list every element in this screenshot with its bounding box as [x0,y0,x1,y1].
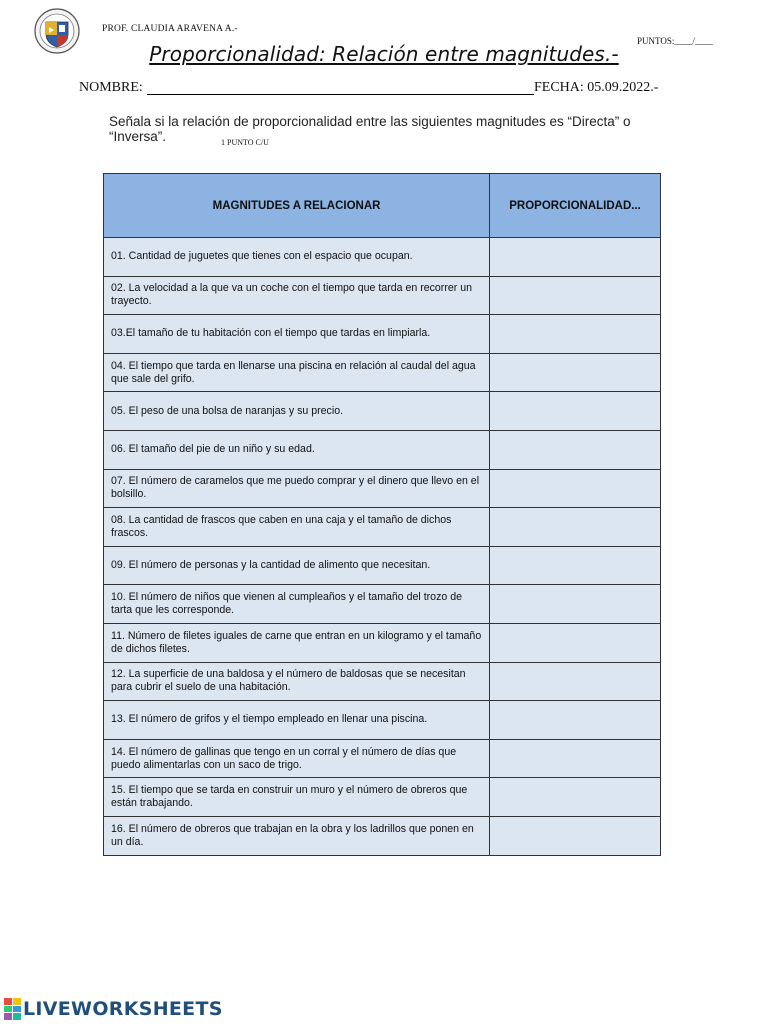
table-row [104,585,661,624]
liveworksheets-logo-icon [4,998,21,1020]
answer-cell[interactable] [490,623,661,662]
question-cell: 10. El número de niños que vienen al cumpleaños y el tamaño del trozo de tarta que les corresponde. [104,585,490,624]
table-row [104,315,661,354]
page-title-text: Proporcionalidad: Relación entre magnitudes.- [149,42,619,66]
column-header-proportionality: PROPORCIONALIDAD... [490,174,661,238]
table-row [104,662,661,701]
question-cell: 01. Cantidad de juguetes que tienes con el espacio que ocupan. [104,238,490,277]
score-field: PUNTOS:____/____ [637,36,713,46]
points-note: 1 PUNTO C/U [221,138,269,147]
table-row [104,739,661,778]
question-cell: 15. El tiempo que se tarda en construir un muro y el número de obreros que están trabajando. [104,778,490,817]
table-row [104,353,661,392]
name-field-line[interactable] [147,94,534,95]
answer-cell[interactable] [490,276,661,315]
answer-cell[interactable] [490,469,661,508]
answer-cell[interactable] [490,508,661,547]
table-row [104,816,661,855]
answer-cell[interactable] [490,353,661,392]
question-cell: 16. El número de obreros que trabajan en la obra y los ladrillos que ponen en un día. [104,816,490,855]
liveworksheets-brand[interactable] [4,996,223,1022]
date-label: FECHA: 05.09.2022.- [534,80,659,95]
worksheet-table [103,173,661,856]
table-row [104,469,661,508]
table-row [104,392,661,431]
table-row [104,546,661,585]
question-cell: 12. La superficie de una baldosa y el número de baldosas que se necesitan para cubrir el suelo de una habitación. [104,662,490,701]
table-row [104,701,661,740]
name-label: NOMBRE: [79,80,143,95]
column-header-magnitudes: MAGNITUDES A RELACIONAR [104,174,490,238]
question-cell: 04. El tiempo que tarda en llenarse una piscina en relación al caudal del agua que sale del grifo. [104,353,490,392]
question-cell: 09. El número de personas y la cantidad de alimento que necesitan. [104,546,490,585]
question-cell: 08. La cantidad de frascos que caben en una caja y el tamaño de dichos frascos. [104,508,490,547]
table-row [104,430,661,469]
teacher-name: PROF. CLAUDIA ARAVENA A.- [102,24,238,34]
answer-cell[interactable] [490,546,661,585]
question-cell: 05. El peso de una bolsa de naranjas y su precio. [104,392,490,431]
table-row [104,276,661,315]
question-cell: 03.El tamaño de tu habitación con el tiempo que tardas en limpiarla. [104,315,490,354]
page-title [0,42,768,66]
table-row [104,238,661,277]
question-cell: 07. El número de caramelos que me puedo comprar y el dinero que llevo en el bolsillo. [104,469,490,508]
answer-cell[interactable] [490,778,661,817]
table-row [104,623,661,662]
answer-cell[interactable] [490,816,661,855]
answer-cell[interactable] [490,662,661,701]
question-cell: 13. El número de grifos y el tiempo empleado en llenar una piscina. [104,701,490,740]
answer-cell[interactable] [490,701,661,740]
instructions-text: Señala si la relación de proporcionalidad entre las siguientes magnitudes es “Directa” o “Inversa”. [109,114,631,144]
table-header-row [104,174,661,238]
answer-cell[interactable] [490,392,661,431]
answer-cell[interactable] [490,315,661,354]
table-row [104,778,661,817]
question-cell: 14. El número de gallinas que tengo en un corral y el número de días que puedo alimentarlas con un saco de trigo. [104,739,490,778]
answer-cell[interactable] [490,238,661,277]
question-cell: 02. La velocidad a la que va un coche con el tiempo que tarda en recorrer un trayecto. [104,276,490,315]
answer-cell[interactable] [490,585,661,624]
liveworksheets-wordmark: LIVEWORKSHEETS [23,998,223,1020]
answer-cell[interactable] [490,739,661,778]
question-cell: 06. El tamaño del pie de un niño y su edad. [104,430,490,469]
table-row [104,508,661,547]
question-cell: 11. Número de filetes iguales de carne que entran en un kilogramo y el tamaño de dichos filetes. [104,623,490,662]
answer-cell[interactable] [490,430,661,469]
